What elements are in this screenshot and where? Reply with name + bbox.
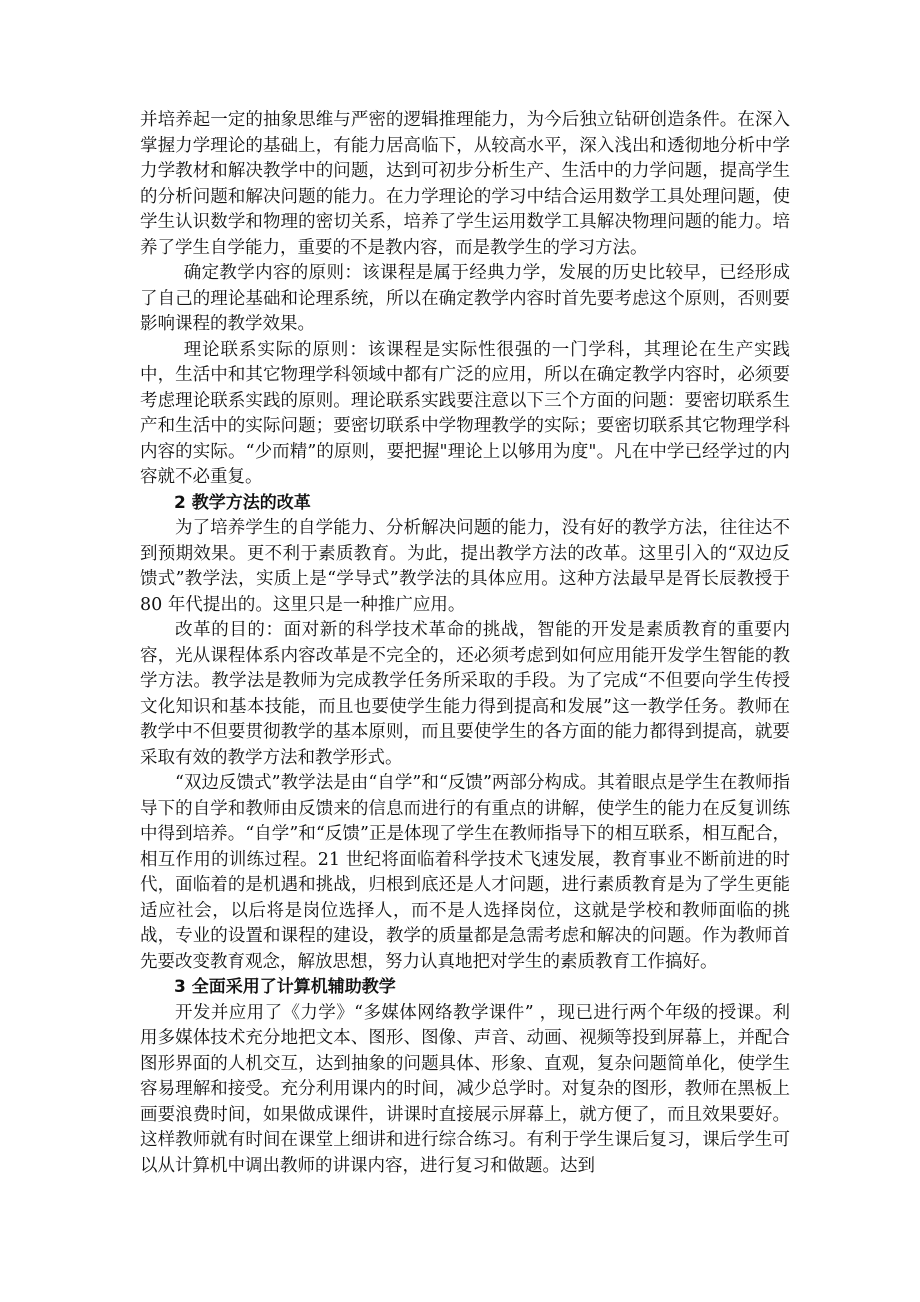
paragraph-content-principle: 确定教学内容的原则：该课程是属于经典力学，发展的历史比较早，已经形成了自己的理论基础和论理系统，所以在确定教学内容时首先要考虑这个原则，否则要影响课程的教学效果。 [140,263,790,334]
paragraph-reform-purpose: 改革的目的：面对新的科学技术革命的挑战，智能的开发是素质教育的重要内容，光从课程体系内容改革是不完全的，还必须考虑到如何应用能开发学生智能的教学方法。教学法是教师为完成教学任务所采取的手段。为了完成“不但要向学生传授文化知识和基本技能，而且也要使学生能力得到提高和发展”这一教学任务。教师在教学中不但要贯彻教学的基本原则，而且要使学生的各方面的能力都得到提高，就要采取有效的教学方法和教学形式。 [140,620,790,768]
paragraph-feedback-method: “双边反馈式”教学法是由“自学”和“反馈”两部分构成。其着眼点是学生在教师指导下的自学和教师由反馈来的信息而进行的有重点的讲解，使学生的能力在反复训练中得到培养。“自学”和“反馈”正是体现了学生在教师指导下的相互联系，相互配合，相互作用的训练过程。21 世纪将面临着科学技术飞速发展，教育事业不断前进的时代，面临着的是机遇和挑战，归根到底还是人才问题，进行素质教育是为了学生更能适应社会，以后将是岗位选择人，而不是人选择岗位，这就是学校和教师面临的挑战，专业的设置和课程的建设，教学的质量都是急需考虑和解决的问题。作为教师首先要改变教育观念，解放思想，努力认真地把对学生的素质教育工作搞好。 [140,773,790,972]
section-heading-teaching-methods: 2 教学方法的改革 [174,492,311,513]
document-page [140,108,790,1179]
paragraph-theory-practice: 理论联系实际的原则：该课程是实际性很强的一门学科，其理论在生产实践中，生活中和其它物理学科领域中都有广泛的应用，所以在确定教学内容时，必须要考虑理论联系实践的原则。理论联系实践要注意以下三个方面的问题：要密切联系生产和生活中的实际问题；要密切联系中学物理教学的实际；要密切联系其它物理学科内容的实际。“少而精”的原则，要把握"理论上以够用为度"。凡在中学已经学过的内容就不必重复。 [140,339,790,487]
paragraph-multimedia: 开发并应用了《力学》“多媒体网络教学课件” ，现已进行两个年级的授课。利用多媒体技术充分地把文本、图形、图像、声音、动画、视频等投到屏幕上，并配合图形界面的人机交互，达到抽象的问题具体、形象、直观，复杂问题简单化，使学生容易理解和接受。充分利用课内的时间，减少总学时。对复杂的图形，教师在黑板上画要浪费时间，如果做成课件，讲课时直接展示屏幕上，就方便了，而且效果要好。这样教师就有时间在课堂上细讲和进行综合练习。有利于学生课后复习，课后学生可以从计算机中调出教师的讲课内容，进行复习和做题。达到 [140,1002,790,1176]
paragraph-continued: 并培养起一定的抽象思维与严密的逻辑推理能力，为今后独立钻研创造条件。在深入掌握力学理论的基础上，有能力居高临下，从较高水平，深入浅出和透彻地分析中学力学教材和解决教学中的问题，达到可初步分析生产、生活中的力学问题，提高学生的分析问题和解决问题的能力。在力学理论的学习中结合运用数学工具处理问题，使学生认识数学和物理的密切关系，培养了学生运用数学工具解决物理问题的能力。培养了学生自学能力，重要的不是教内容，而是教学生的学习方法。 [140,110,790,258]
section-heading-computer-aided: 3 全面采用了计算机辅助教学 [174,977,396,997]
paragraph-methods-intro: 为了培养学生的自学能力、分析解决问题的能力，没有好的教学方法，往往达不到预期效果。更不利于素质教育。为此，提出教学方法的改革。这里引入的“双边反馈式”教学法，实质上是“学导式”教学法的具体应用。这种方法最早是胥长辰教授于 80 年代提出的。这里只是一种推广应用。 [140,518,790,615]
